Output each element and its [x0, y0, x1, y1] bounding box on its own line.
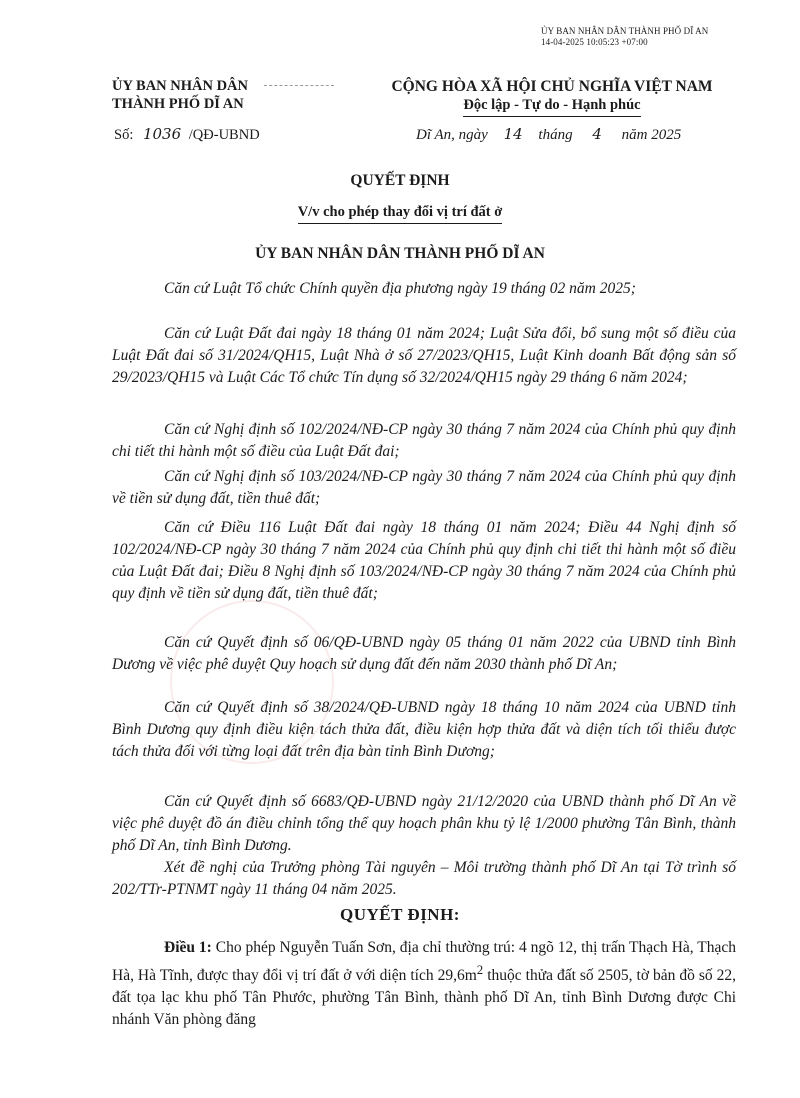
preamble-item: Căn cứ Quyết định số 38/2024/QĐ-UBND ngày 18 tháng 10 năm 2024 của UBND tỉnh Bình Dương quy định điều kiện tách thửa đất, điều kiện hợp thửa đất và diện tích tối thiểu được tách thửa đối với từng loại đất trên địa bàn tỉnh Bình Dương; — [112, 699, 736, 760]
doc-type-title: QUYẾT ĐỊNH — [350, 172, 450, 189]
issuer-header — [112, 77, 248, 113]
article-1-label: Điều 1: — [164, 939, 212, 956]
motto: Độc lập - Tự do - Hạnh phúc — [463, 96, 640, 117]
preamble-item: Căn cứ Quyết định số 06/QĐ-UBND ngày 05 tháng 01 năm 2022 của UBND tỉnh Bình Dương về việc phê duyệt Quy hoạch sử dụng đất đến năm 2030 thành phố Dĩ An; — [112, 634, 736, 673]
preamble-item: Căn cứ Điều 116 Luật Đất đai ngày 18 tháng 01 năm 2024; Điều 44 Nghị định số 102/2024/NĐ-CP ngày 30 tháng 7 năm 2024 của Chính phủ quy định chi tiết thi hành một số điều của Luật Đất đai; Điều 8 Nghị định số 103/2024/NĐ-CP ngày 30 tháng 7 năm 2024 của Chính phủ quy định về tiền sử dụng đất, tiền thuê đất; — [112, 519, 736, 602]
doc-number-prefix: Số: — [114, 127, 134, 143]
doc-number-handwritten: 1036 — [142, 125, 182, 143]
decision-heading: QUYẾT ĐỊNH: — [340, 905, 460, 924]
doc-subject: V/v cho phép thay đổi vị trí đất ở — [298, 204, 503, 224]
preamble-item: Căn cứ Nghị định số 103/2024/NĐ-CP ngày 30 tháng 7 năm 2024 của Chính phủ quy định về tiền sử dụng đất, tiền thuê đất; — [112, 468, 736, 507]
stamp-org: ỦY BAN NHÂN DÂN THÀNH PHỐ DĨ AN — [541, 26, 709, 36]
national-motto — [366, 77, 738, 117]
digital-signature-stamp — [541, 26, 708, 48]
area-unit-superscript: 2 — [476, 962, 484, 977]
date-line — [416, 125, 681, 144]
doc-number-suffix: /QĐ-UBND — [188, 127, 260, 143]
preamble-item: Căn cứ Quyết định số 6683/QĐ-UBND ngày 21/12/2020 của UBND thành phố Dĩ An về việc phê duyệt đồ án điều chỉnh tổng thể quy hoạch phân khu tỷ lệ 1/2000 phường Tân Bình, thành phố Dĩ An, tỉnh Bình Dương. — [112, 793, 736, 854]
preamble-item: Căn cứ Luật Đất đai ngày 18 tháng 01 năm 2024; Luật Sửa đổi, bổ sung một số điều của Luật Đất đai số 31/2024/QH15, Luật Nhà ở số 27/2023/QH15, Luật Kinh doanh Bất động sản số 29/2023/QH15 và Luật Các Tổ chức Tín dụng số 32/2024/QH15 ngày 29 tháng 6 năm 2024; — [112, 325, 736, 386]
date-place: Dĩ An, ngày — [416, 127, 488, 143]
country-name: CỘNG HÒA XÃ HỘI CHỦ NGHĨA VIỆT NAM — [391, 78, 713, 95]
article-1-text-b: thuộc thửa đất số 2505, tờ bản đồ số 22, đất tọa lạc khu phố Tân Phước, phường Tân Bình, thành phố Dĩ An, tỉnh Bình Dương được Chi nhánh Văn phòng đăng — [112, 967, 737, 1029]
date-year: năm 2025 — [621, 127, 682, 143]
preamble-item: Căn cứ Nghị định số 102/2024/NĐ-CP ngày 30 tháng 7 năm 2024 của Chính phủ quy định chi tiết thi hành một số điều của Luật Đất đai; — [112, 421, 736, 460]
preamble-item: Căn cứ Luật Tổ chức Chính quyền địa phương ngày 19 tháng 02 năm 2025; — [164, 280, 636, 297]
document-number — [114, 125, 260, 144]
issuer-line-2: THÀNH PHỐ DĨ AN — [112, 96, 244, 112]
article-1 — [112, 937, 736, 1031]
issuing-authority: ỦY BAN NHÂN DÂN THÀNH PHỐ DĨ AN — [255, 245, 545, 262]
date-month-label: tháng — [538, 127, 573, 143]
article-1-text-a: Cho phép Nguyễn Tuấn Sơn, địa chỉ thường trú: 4 ngõ 12, thị trấn Thạch Hà, Thạch Hà, Hà Tĩnh, được thay đổi vị trí đất ở với diện tích 29,6m — [112, 939, 736, 985]
stamp-datetime: 14-04-2025 10:05:23 +07:00 — [541, 37, 648, 47]
preamble-item: Xét đề nghị của Trưởng phòng Tài nguyên – Môi trường thành phố Dĩ An tại Tờ trình số 202/TTr-PTNMT ngày 11 tháng 04 năm 2025. — [112, 859, 736, 898]
date-day: 14 — [503, 125, 523, 143]
date-month: 4 — [592, 125, 602, 143]
header-divider — [264, 85, 334, 86]
issuer-line-1: ỦY BAN NHÂN DÂN — [112, 78, 249, 94]
